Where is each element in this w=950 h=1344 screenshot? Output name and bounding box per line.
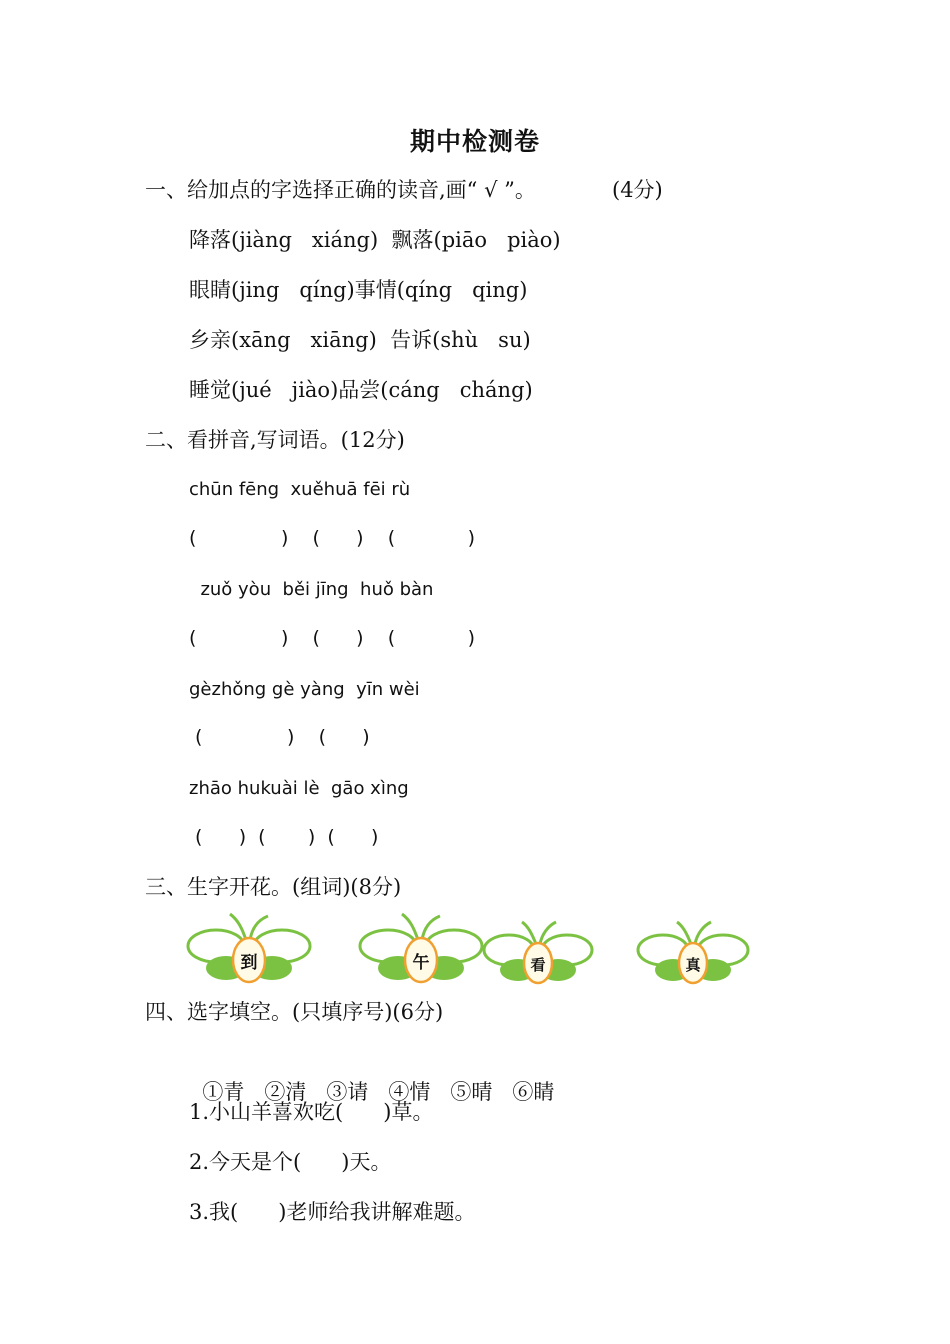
char-flower[interactable] <box>636 916 750 986</box>
section1-score: (4分) <box>612 178 663 202</box>
pinyin-row: chūn fēng xuěhuā fēi rù <box>189 479 411 500</box>
answer-blanks[interactable]: ( ) ( ) ( ) <box>189 627 476 649</box>
option-item: ⑤晴 <box>450 1080 493 1104</box>
option-item: ⑥睛 <box>512 1080 555 1104</box>
pinyin-row: zuǒ yòu běi jīng huǒ bàn <box>189 579 434 600</box>
section3-heading: 三、生字开花。(组词)(8分) <box>145 875 402 899</box>
char-flower[interactable] <box>186 910 312 986</box>
flower-char: 看 <box>530 956 546 974</box>
question-2[interactable]: 2.今天是个( )天。 <box>189 1150 392 1174</box>
flower-char: 到 <box>240 953 258 973</box>
flower-char: 真 <box>685 956 701 974</box>
option-item: ①青 <box>202 1080 245 1104</box>
flower-char: 午 <box>412 953 430 973</box>
section4-heading: 四、选字填空。(只填序号)(6分) <box>145 1000 444 1024</box>
option-item: ④情 <box>388 1080 431 1104</box>
pinyin-row: gèzhǒng gè yàng yīn wèi <box>189 679 420 700</box>
char-flower[interactable] <box>482 916 594 986</box>
section1-line: 眼睛(jing qíng)事情(qíng qing) <box>189 278 528 302</box>
section1-line: 睡觉(jué jiào)品尝(cáng cháng) <box>189 378 533 402</box>
char-flower[interactable] <box>358 910 484 986</box>
option-item: ②清 <box>264 1080 307 1104</box>
answer-blanks[interactable]: ( ) ( ) ( ) <box>189 826 379 848</box>
option-item: ③请 <box>326 1080 369 1104</box>
section1-line: 乡亲(xāng xiāng) 告诉(shù su) <box>189 328 531 352</box>
answer-blanks[interactable]: ( ) ( ) <box>189 726 370 748</box>
section1-line: 降落(jiàng xiáng) 飘落(piāo piào) <box>189 228 561 252</box>
answer-blanks[interactable]: ( ) ( ) ( ) <box>189 527 476 549</box>
pinyin-row: zhāo hukuài lè gāo xìng <box>189 778 409 799</box>
page-title: 期中检测卷 <box>409 127 540 156</box>
question-1[interactable]: 1.小山羊喜欢吃( )草。 <box>189 1100 434 1124</box>
question-3[interactable]: 3.我( )老师给我讲解难题。 <box>189 1200 476 1224</box>
section1-heading: 一、给加点的字选择正确的读音,画“ √ ”。 <box>145 178 536 202</box>
section2-heading: 二、看拼音,写词语。(12分) <box>145 428 405 452</box>
